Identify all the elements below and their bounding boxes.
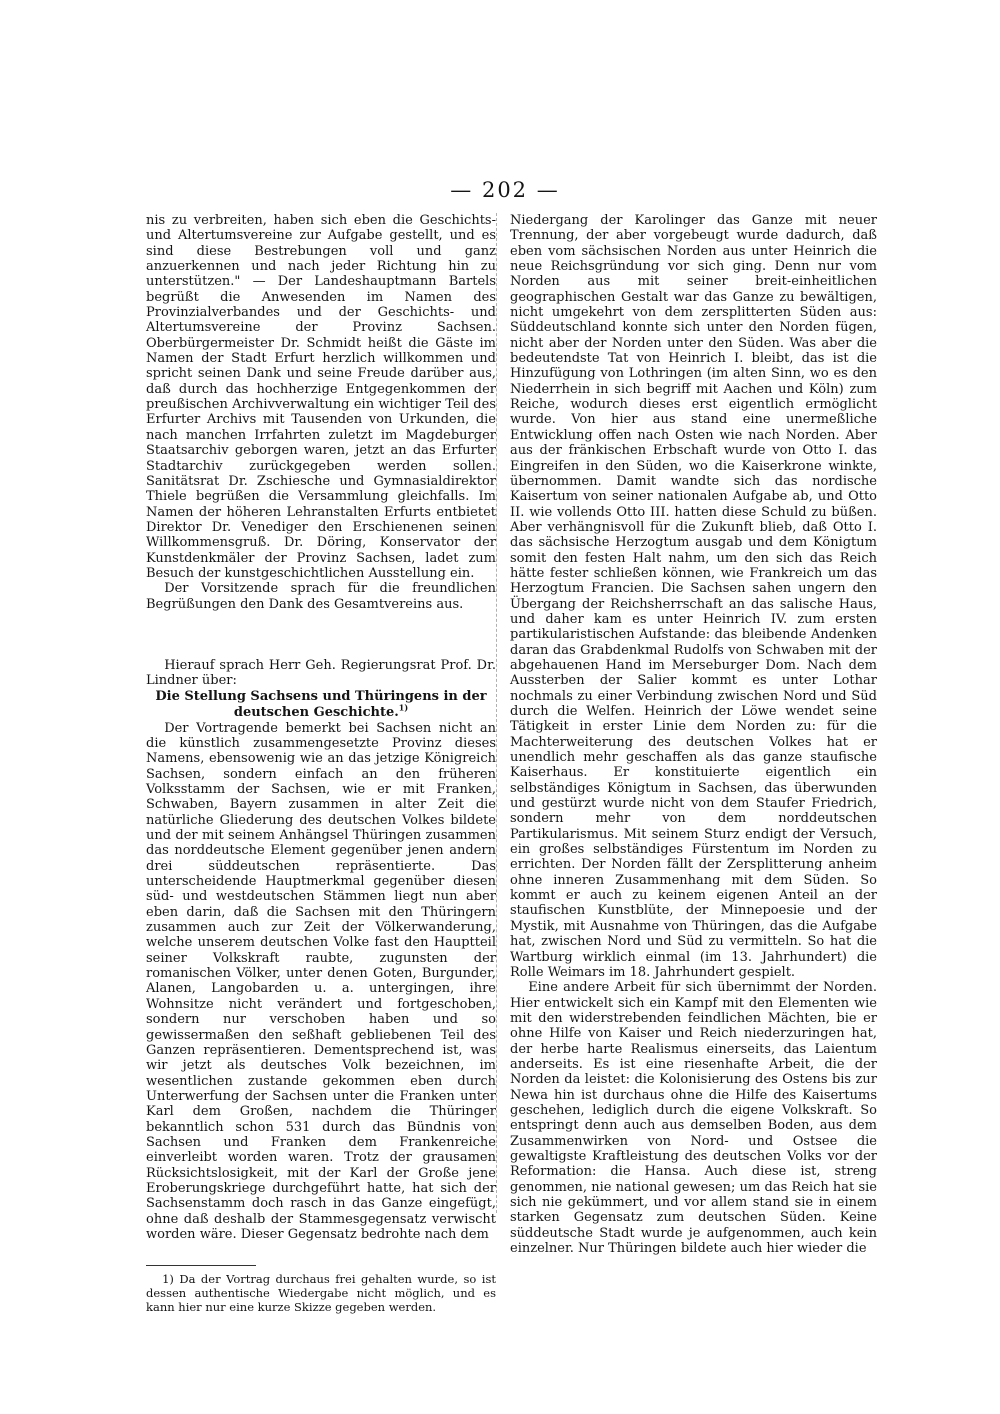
right-column: [510, 213, 877, 1256]
left-column: [146, 213, 496, 1314]
left-paragraph-3: Hierauf sprach Herr Geh. Regierungsrat Prof. Dr. Lindner über:: [146, 657, 496, 689]
footnote: 1) Da der Vortrag durchaus frei gehalten wurde, so ist dessen authentische Wiedergabe nicht möglich, und es kann hier nur eine kurze Skizze gegeben werden.: [146, 1272, 496, 1315]
column-divider: [496, 213, 497, 1213]
footnote-divider: [146, 1265, 256, 1266]
right-paragraph-1: Niedergang der Karolinger das Ganze mit neuer Trennung, der aber vorgebeugt wurde dadurch, daß eben vom sächsischen Norden aus unter Heinrich die neue Reichsgründung vor sich ging. Denn nur vom Norden aus mit seiner breit-einheitlichen geographischen Gestalt war das Ganze zu bewältigen, nicht umgekehrt von dem zersplitterten Süden aus: Süddeutschland konnte sich unter den Norden fügen, nicht aber der Norden unter den Süden. Was aber die bedeutendste Tat von Heinrich I. bleibt, das ist die Hinzufügung von Lothringen (im alten Sinn, wo es den Niederrhein in sich begriff mit Aachen und Köln) zum Reiche, wodurch dieses erst eigentlich ermöglicht wurde. Von hier aus stand eine unermeßliche Entwicklung offen nach Osten wie nach Norden. Aber aus der fränkischen Erbschaft wurde von Otto I. das Eingreifen in den Süden, wo die Kaiserkrone winkte, übernommen. Damit wandte sich das nordische Kaisertum von seiner nationalen Aufgabe ab, und Otto II. wie vollends Otto III. hatten diese Schuld zu büßen. Aber verhängnisvoll für die Zukunft blieb, daß Otto I. das sächsische Herzogtum ausgab und dem Königtum somit den festen Halt nahm, um den sich das Reich hätte fester schließen können, wie Frankreich um das Herzogtum Francien. Die Sachsen sahen ungern den Übergang der Reichsherrschaft an das salische Haus, und daher kam es unter Heinrich IV. zum ersten partikularistischen Aufstande: das bleibende Andenken daran das Grabdenkmal Rudolfs von Schwaben mit der abgehauenen Hand im Merseburger Dom. Nach dem Aussterben der Salier kommt es unter Lothar nochmals zu einer Verbindung zwischen Nord und Süd durch die Welfen. Heinrich der Löwe wendet seine Tätigkeit in erster Linie dem Norden zu: für die Machterweiterung des deutschen Volkes hat er unendlich mehr geschaffen als das ganze staufische Kaiserhaus. Er konstituierte eigentlich ein selbständiges Königtum in Sachsen, das überwunden und gestürzt wurde nicht von dem Staufer Friedrich, sondern mehr von dem norddeutschen Partikularismus. Mit seinem Sturz endigt der Versuch, ein großes selbständiges Fürstentum im Norden zu errichten. Der Norden fällt der Zersplitterung anheim ohne inneren Zusammenhang mit dem Süden. So kommt er auch zu keinem eigenen Anteil an der staufischen Kunstblüte, der Minnepoesie und der Mystik, mit Ausnahme von Thüringen, das die Aufgabe hat, zwischen Nord und Süd zu vermitteln. So hat die Wartburg wirklich einmal (im 13. Jahrhundert) die Rolle Weimars im 18. Jahrhundert gespielt.: [510, 213, 877, 980]
right-paragraph-2: Eine andere Arbeit für sich übernimmt der Norden. Hier entwickelt sich ein Kampf mit den Elementen wie mit den widerstrebenden feindlichen Mächten, bie er ohne Hilfe von Kaiser und Reich niederzuringen hat, der herbe harte Realismus einerseits, das Laientum anderseits. Es ist eine riesenhafte Arbeit, die der Norden da leistet: die Kolonisierung des Ostens bis zur Newa hin ist durchaus ohne die Hilfe des Kaisertums geschehen, lediglich durch die eigene Volkskraft. So entspringt denn auch aus demselben Boden, aus dem Zusammenwirken von Nord- und Ostsee die gewaltigste Kraftleistung des deutschen Volks vor der Reformation: die Hansa. Auch diese ist, streng genommen, nie national gewesen; um das Reich hat sie sich nie gekümmert, und vor allem stand sie in einem starken Gegensatz zum deutschen Süden. Keine süddeutsche Stadt wurde je aufgenommen, auch kein einzelner. Nur Thüringen bildete auch hier wieder die: [510, 980, 877, 1257]
section-heading-text: Die Stellung Sachsens und Thüringens in der deutschen Geschichte.: [155, 688, 487, 720]
left-paragraph-4: Der Vortragende bemerkt bei Sachsen nicht an die künstlich zusammengesetzte Provinz dieses Namens, ebensowenig wie an das jetzige Königreich Sachsen, sondern einfach an den früheren Volksstamm der Sachsen, wie er mit Franken, Schwaben, Bayern zusammen in alter Zeit die natürliche Gliederung des deutschen Volkes bildete und der mit seinem Anhängsel Thüringen zusammen das norddeutsche Element gegenüber jenen andern drei süddeutschen repräsentierte. Das unterscheidende Hauptmerkmal gegenüber diesen süd- und westdeutschen Stämmen liegt nun aber eben darin, daß die Sachsen mit den Thüringern zusammen auch zur Zeit der Völkerwanderung, welche unserem deutschen Volke fast den Hauptteil seiner Volkskraft raubte, zugunsten der romanischen Völker, unter denen Goten, Burgunder, Alanen, Langobarden u. a. untergingen, ihre Wohnsitze nicht verändert und fortgeschoben, sondern nur verschoben haben und so gewissermaßen den seßhaft gebliebenen Teil des Ganzen repräsentieren. Dementsprechend ist, was wir jetzt als deutsches Volk bezeichnen, im wesentlichen zustande gekommen eben durch Unterwerfung der Sachsen unter die Franken unter Karl dem Großen, nachdem die Thüringer bekanntlich schon 531 durch das Bündnis von Sachsen und Franken dem Frankenreiche einverleibt worden waren. Trotz der grausamen Rücksichtslosigkeit, mit der Karl der Große jene Eroberungskriege durchgeführt hatte, hat sich der Sachsenstamm doch rasch in das Ganze eingefügt, ohne daß deshalb der Stammesgegensatz verwischt worden wäre. Dieser Gegensatz bedrohte nach dem: [146, 720, 496, 1242]
left-paragraph-2: Der Vorsitzende sprach für die freundlichen Begrüßungen den Dank des Gesamtvereins aus.: [146, 581, 496, 612]
section-spacer: [146, 612, 496, 658]
section-heading: [146, 689, 496, 721]
left-paragraph-1: nis zu verbreiten, haben sich eben die Geschichts- und Altertumsvereine zur Aufgabe gestellt, und es sind diese Bestrebungen voll und ganz anzuerkennen und nach jeder Richtung hin zu unterstützen." — Der Landeshauptmann Bartels begrüßt die Anwesenden im Namen des Provinzialverbandes und der Geschichts- und Altertumsvereine der Provinz Sachsen. Oberbürgermeister Dr. Schmidt heißt die Gäste im Namen der Stadt Erfurt herzlich willkommen und spricht seinen Dank und seine Freude darüber aus, daß durch das hochherzige Entgegenkommen der preußischen Archivverwaltung ein wichtiger Teil des Erfurter Archivs mit Tausenden von Urkunden, die nach manchen Irrfahrten zuletzt im Magdeburger Staatsarchiv geborgen waren, jetzt an das Erfurter Stadtarchiv zurückgegeben werden sollen. Sanitätsrat Dr. Zschiesche und Gymnasialdirektor Thiele begrüßen die Versammlung gleichfalls. Im Namen der höheren Lehranstalten Erfurts entbietet Direktor Dr. Venediger den Erschienenen seinen Willkommensgruß. Dr. Döring, Konservator der Kunstdenkmäler der Provinz Sachsen, ladet zum Besuch der kunstgeschichtlichen Ausstellung ein.: [146, 213, 496, 581]
page-number: — 202 —: [450, 178, 560, 202]
footnote-mark: 1): [398, 702, 409, 713]
